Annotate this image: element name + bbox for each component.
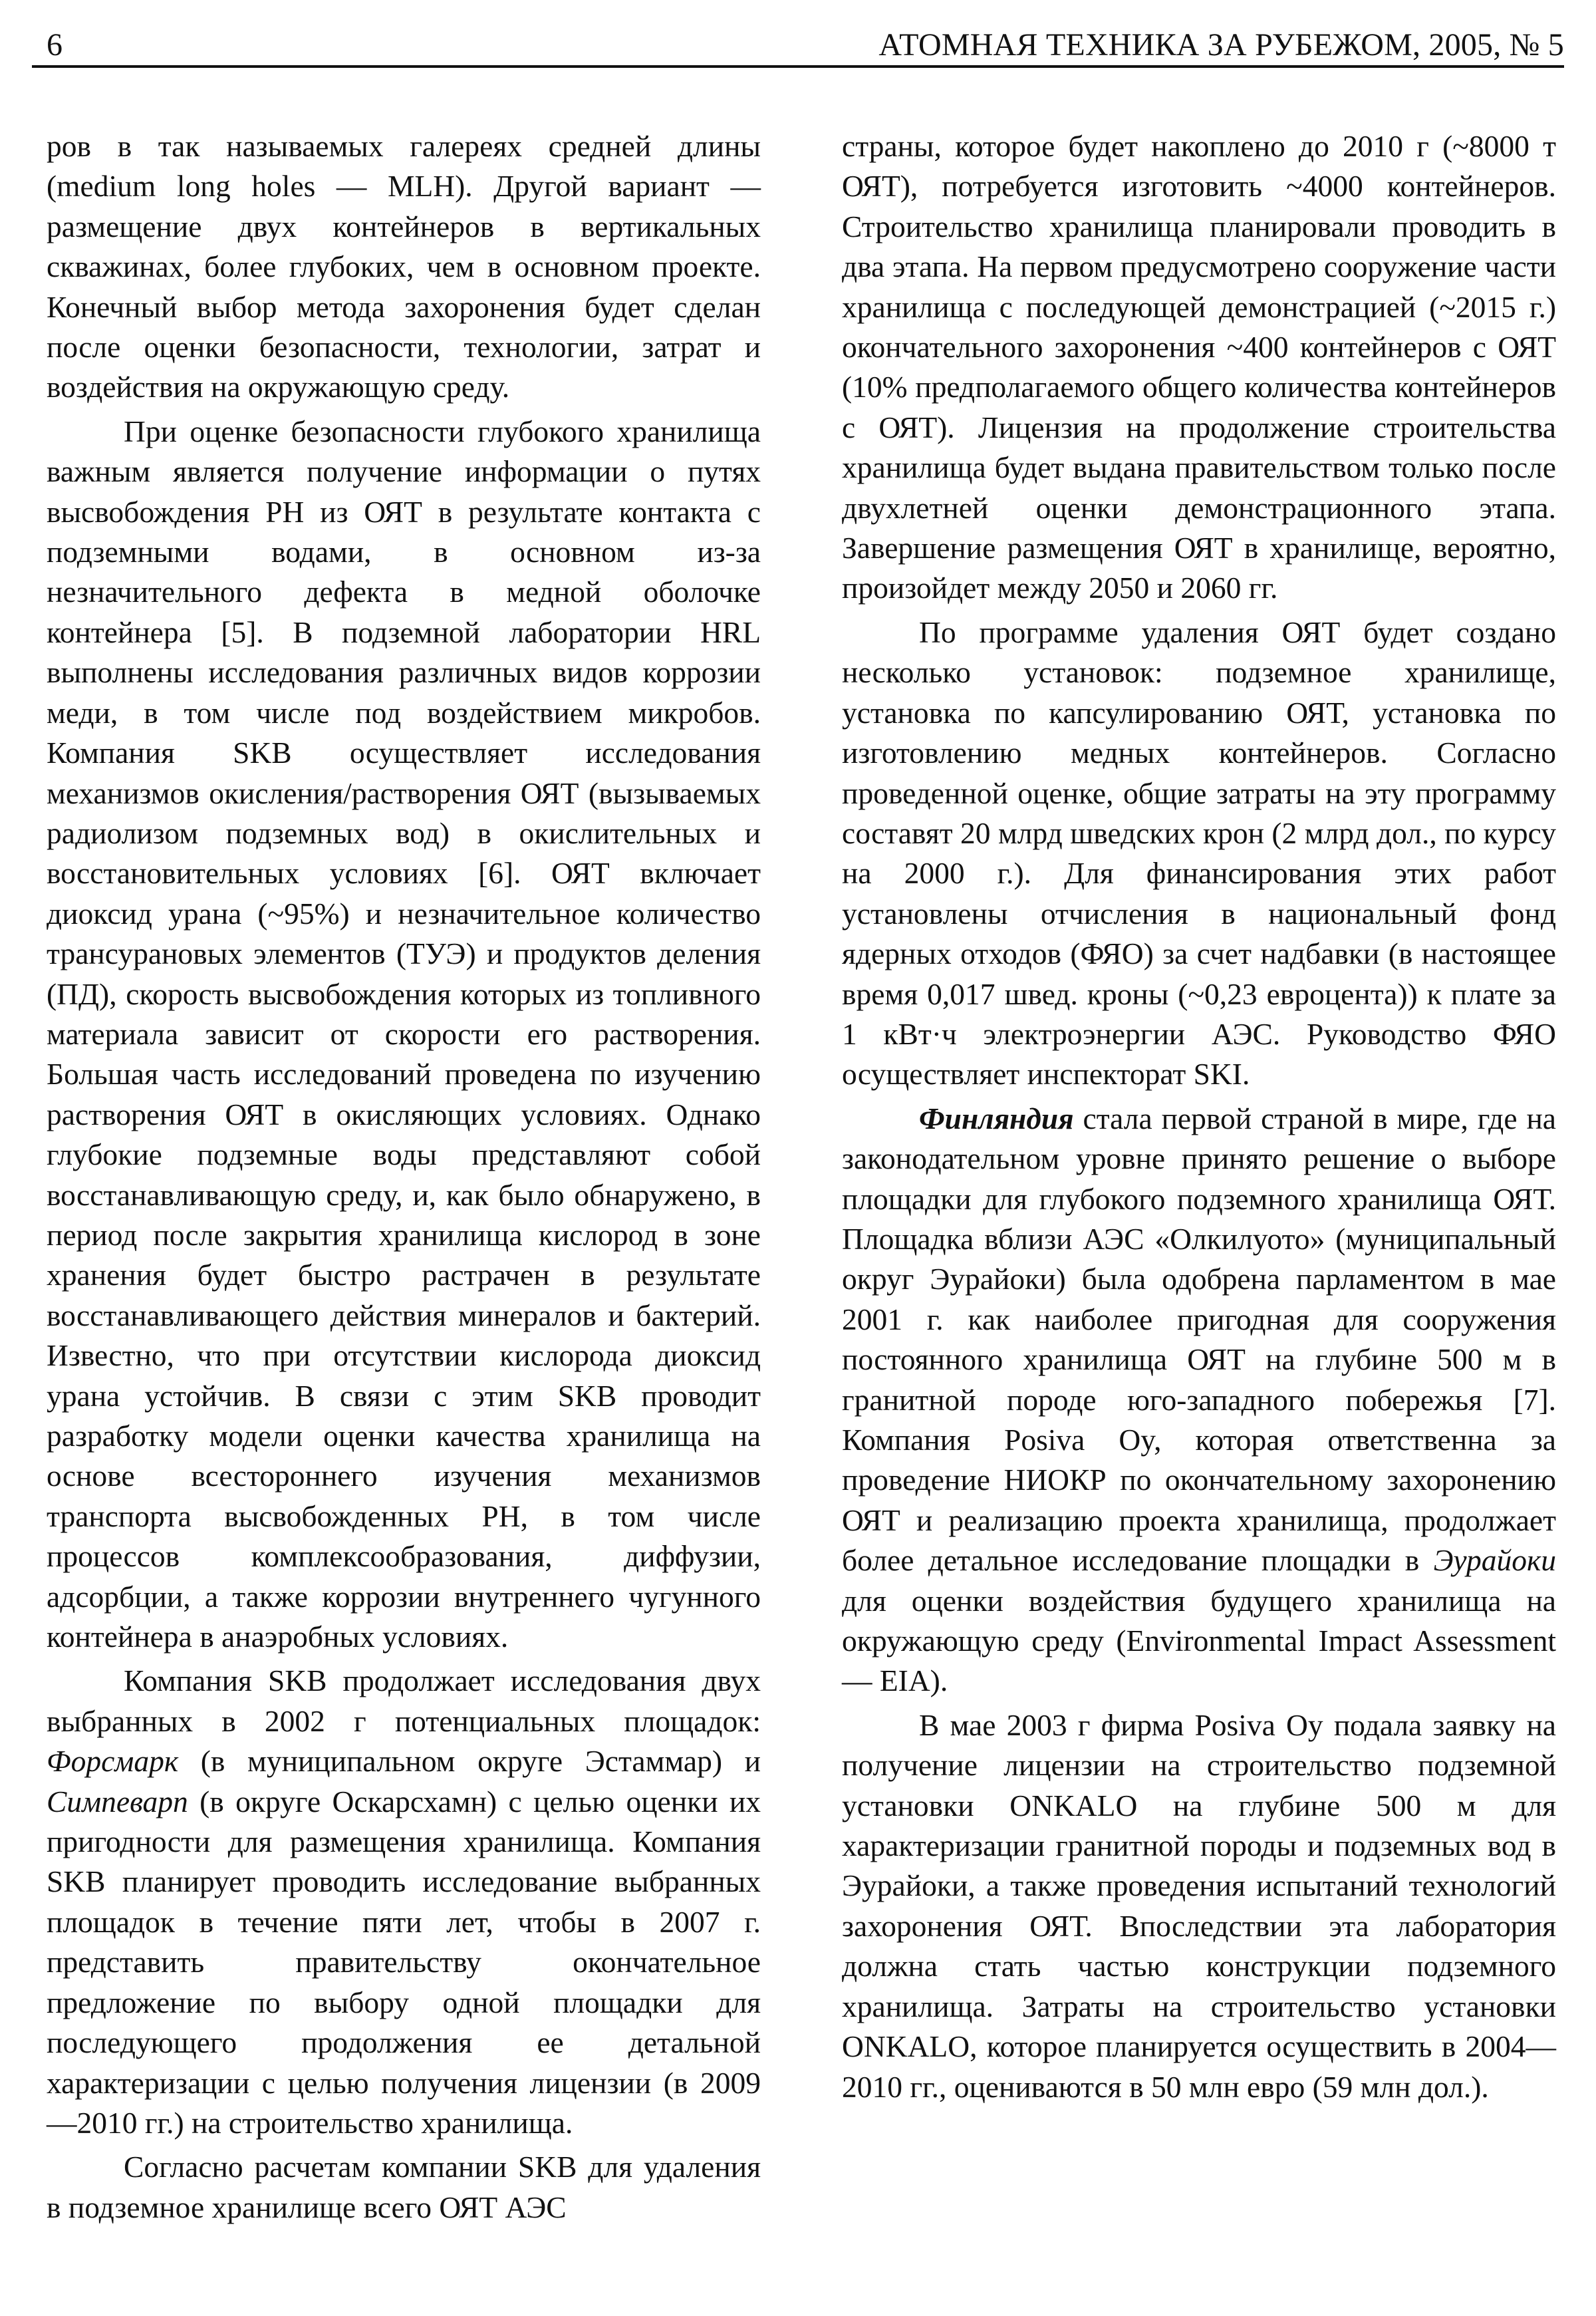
left-paragraph-1: ров в так называемых галереях средней длины (medium long holes — MLH). Другой вариант — размещение двух контейнеров в вертикальных скважинах, более глубоких, чем в основном проекте. Конечный выбор метода захоронения будет сделан после оценки безопасности, технологии, затрат и воздействия на окружающую среду. xyxy=(47,129,761,404)
left-paragraph-4: Согласно расчетам компании SKB для удаления в подземное хранилище всего ОЯТ АЭС xyxy=(47,2150,761,2224)
place-name-simpevarp: Симпеварп xyxy=(47,1784,188,1818)
right-paragraph-3-text-a: стала первой страной в мире, где на законодательном уровне принято решение о выборе площадки для глубокого подземного хранилища ОЯТ. Площадка вблизи АЭС «Олкилуото» (муниципальный округ Эурайоки) была одобрена парламентом в мае 2001 г. как наиболее пригодная для сооружения постоянного хранилища ОЯТ на глубине 500 м в гранитной породе юго-западного побережья [7]. Компания Posiva Oy, которая ответственна за проведение НИОКР по окончательному захоронению ОЯТ и реализацию проекта хранилища, продолжает более детальное исследование площадки в xyxy=(842,1101,1556,1578)
right-paragraph-3-text-b: для оценки воздействия будущего хранилища на окружающую среду (Environmental Impact Assessment — EIA). xyxy=(842,1583,1556,1698)
left-paragraph-3-text-a: Компания SKB продолжает исследования двух выбранных в 2002 г потенциальных площадок: xyxy=(47,1664,761,1738)
right-paragraph-4: В мае 2003 г фирма Posiva Oy подала заявку на получение лицензии на строительство подземной установки ONKALO на глубине 500 м для характеризации гранитной породы и подземных вод в Эурайоки, а также проведения испытаний технологий захоронения ОЯТ. Впоследствии эта лаборатория должна стать частью конструкции подземного хранилища. Затраты на строительство установки ONKALO, которое планируется осуществить в 2004—2010 гг., оцениваются в 50 млн евро (59 млн дол.). xyxy=(842,1707,1556,2104)
journal-title: АТОМНАЯ ТЕХНИКА ЗА РУБЕЖОМ, 2005, № 5 xyxy=(878,27,1564,63)
left-column xyxy=(47,126,761,2228)
place-name-eurajoki: Эурайоки xyxy=(1433,1543,1556,1578)
left-paragraph-3-text-b: (в муниципальном округе Эстаммар) и xyxy=(178,1744,761,1779)
left-paragraph-2: При оценке безопасности глубокого хранилища важным является получение информации о путях высвобождения РН из ОЯТ в результате контакта с подземными водами, в основном из-за незначительного дефекта в медной оболочке контейнера [5]. В подземной лаборатории HRL выполнены исследования различных видов коррозии меди, в том числе под воздействием микробов. Компания SKB осуществляет исследования механизмов окисления/растворения ОЯТ (вызываемых радиолизом подземных вод) в окислительных и восстановительных условиях [6]. ОЯТ включает диоксид урана (~95%) и незначительное количество трансурановых элементов (ТУЭ) и продуктов деления (ПД), скорость высвобождения которых из топливного материала зависит от скорости его растворения. Большая часть исследований проведена по изучению растворения ОЯТ в окисляющих условиях. Однако глубокие подземные воды представляют собой восстанавливающую среду, и, как было обнаружено, в период после закрытия хранилища кислород в зоне хранения будет быстро растрачен в результате восстанавливающего действия минералов и бактерий. Известно, что при отсутствии кислорода диоксид урана устойчив. В связи с этим SKB проводит разработку модели оценки качества хранилища на основе всестороннего изучения механизмов транспорта высвобожденных РН, в том числе процессов комплексообразования, диффузии, адсорбции, а также коррозии внутреннего чугунного контейнера в анаэробных условиях. xyxy=(47,414,761,1654)
running-header xyxy=(32,25,1564,68)
right-paragraph-2: По программе удаления ОЯТ будет создано несколько установок: подземное хранилище, установка по капсулированию ОЯТ, установка по изготовлению медных контейнеров. Согласно проведенной оценке, общие затраты на эту программу составят 20 млрд шведских крон (2 млрд дол., по курсу на 2000 г.). Для финансирования этих работ установлены отчисления в национальный фонд ядерных отходов (ФЯО) за счет надбавки (в настоящее время 0,017 швед. кроны (~0,23 евроцента)) к плате за 1 кВт·ч электроэнергии АЭС. Руководство ФЯО осуществляет инспекторат SKI. xyxy=(842,615,1556,1091)
country-name-finland: Финляндия xyxy=(919,1101,1074,1135)
left-paragraph-3 xyxy=(47,1661,761,2143)
left-paragraph-3-text-c: (в округе Оскарсхамн) с целью оценки их пригодности для размещения хранилища. Компания SKB планирует проводить исследование выбранных площадок в течение пяти лет, чтобы в 2007 г. представить правительству окончательное предложение по выбору одной площадки для последующего продолжения ее детальной характеризации с целью получения лицензии (в 2009—2010 гг.) на строительство хранилища. xyxy=(47,1784,761,2140)
place-name-forsmark: Форсмарк xyxy=(47,1744,179,1779)
right-paragraph-1: страны, которое будет накоплено до 2010 г (~8000 т ОЯТ), потребуется изготовить ~4000 контейнеров. Строительство хранилища планировали проводить в два этапа. На первом предусмотрено сооружение части хранилища с последующей демонстрацией (~2015 г.) окончательного захоронения ~400 контейнеров с ОЯТ (10% предполагаемого общего количества контейнеров с ОЯТ). Лицензия на продолжение строительства хранилища будет выдана правительством только после двухлетней оценки демонстрационного этапа. Завершение размещения ОЯТ в хранилище, вероятно, произойдет между 2050 и 2060 гг. xyxy=(842,129,1556,605)
page-number: 6 xyxy=(47,27,63,63)
right-paragraph-3 xyxy=(842,1099,1556,1701)
right-column xyxy=(842,126,1556,2107)
